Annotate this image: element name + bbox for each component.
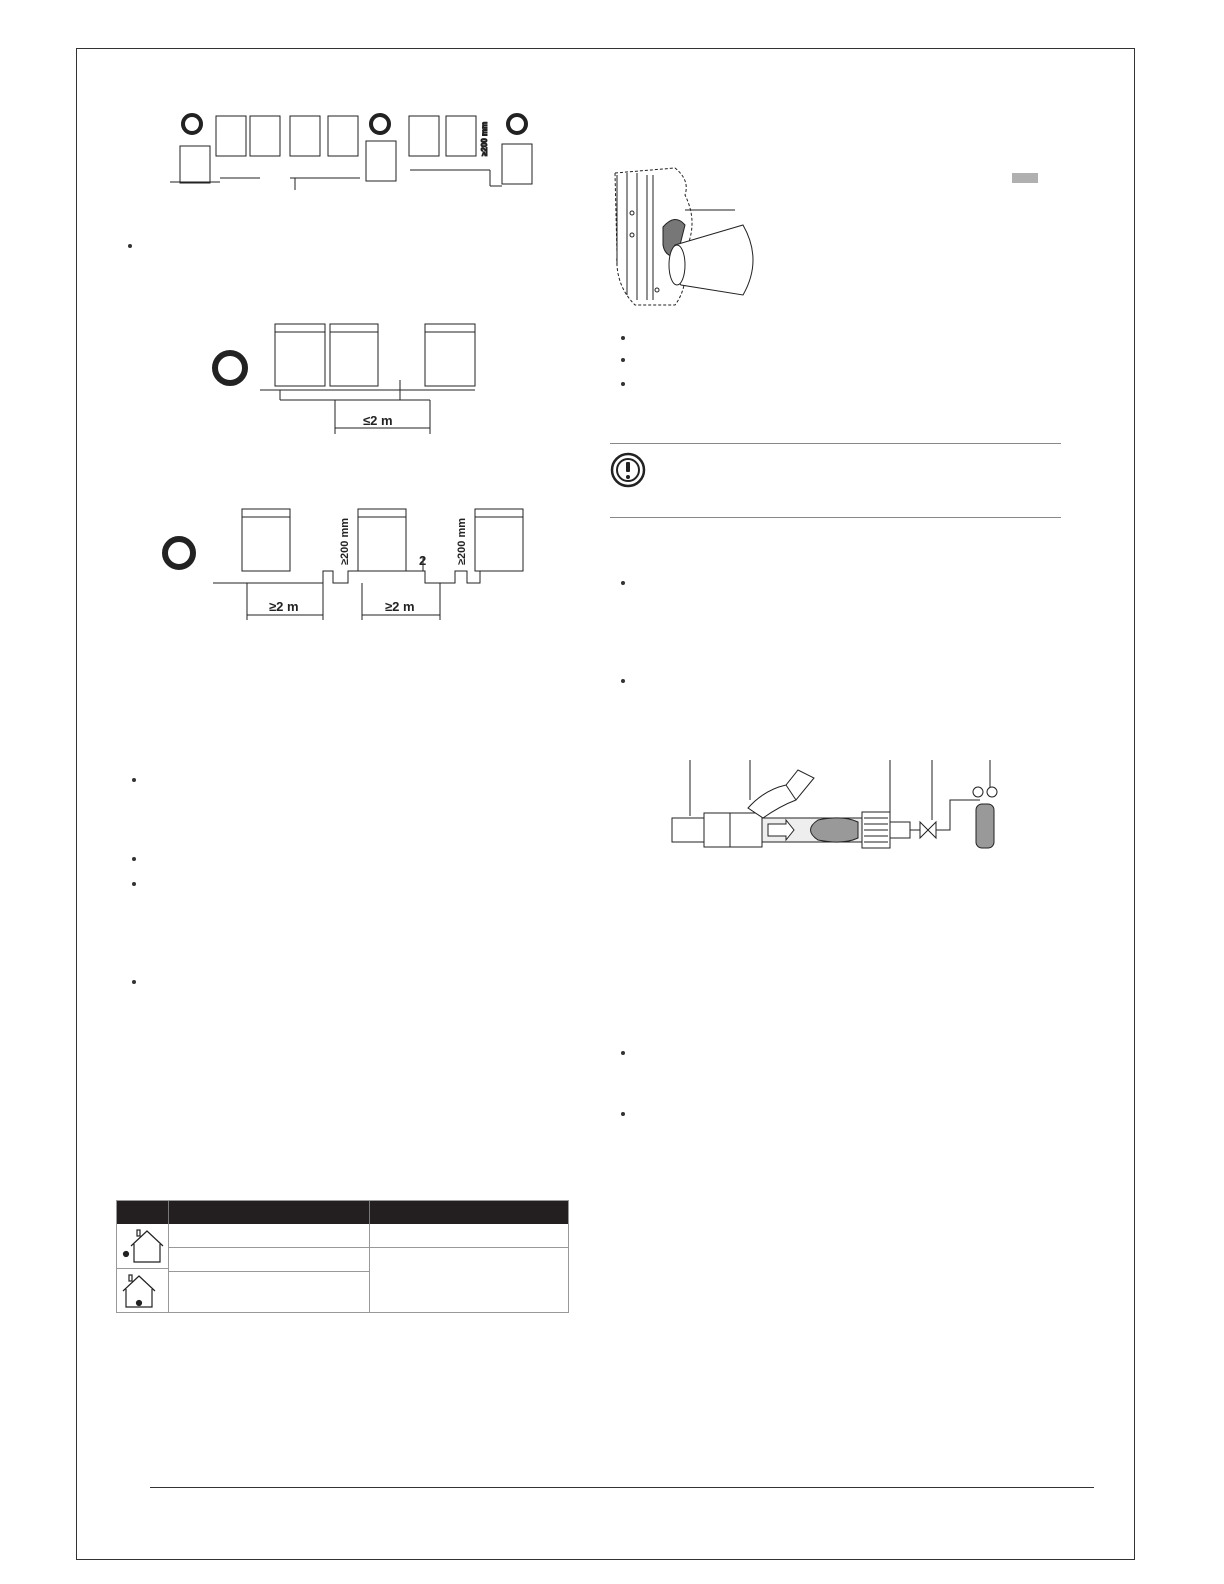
clearance-label: ≥200 mm	[480, 121, 489, 156]
warning-exclamation-icon	[610, 452, 646, 488]
unit-spacing-max-diagram	[205, 318, 495, 438]
bullet	[621, 336, 625, 340]
circle-ok-icon	[371, 115, 389, 133]
unit-spacing-min-diagram	[155, 505, 530, 625]
gap-label-left: ≥2 m	[269, 599, 299, 614]
circle-ok-icon	[508, 115, 526, 133]
bullet	[621, 358, 625, 362]
bullet	[132, 980, 136, 984]
bullet	[621, 679, 625, 683]
house-outdoor-icon	[121, 1228, 165, 1264]
table-header	[117, 1201, 568, 1224]
circle-ok-icon	[215, 353, 245, 383]
clearance-label-left: ≥200 mm	[339, 517, 351, 565]
circle-ok-icon	[165, 539, 193, 567]
clearance-label-right: ≥200 mm	[456, 517, 468, 565]
pipe-panel-illustration	[605, 165, 765, 310]
callout-number: 2	[419, 553, 427, 568]
bullet	[621, 1051, 625, 1055]
circle-ok-icon	[183, 115, 201, 133]
bullet	[621, 1112, 625, 1116]
bullet	[128, 244, 132, 248]
spacing-label: ≤2 m	[363, 413, 393, 428]
bullet	[132, 857, 136, 861]
bullet	[132, 778, 136, 782]
bullet	[621, 581, 625, 585]
footer-rule	[150, 1487, 1094, 1488]
bullet	[621, 382, 625, 386]
tag-label	[1012, 173, 1038, 183]
installation-layout-strip-diagram	[160, 108, 540, 190]
bullet	[132, 882, 136, 886]
nitrogen-brazing-illustration	[668, 760, 1013, 852]
house-indoor-icon	[121, 1273, 165, 1309]
location-table	[116, 1200, 569, 1313]
note-bottom-rule	[610, 517, 1061, 518]
gap-label-right: ≥2 m	[385, 599, 415, 614]
note-top-rule	[610, 443, 1061, 444]
